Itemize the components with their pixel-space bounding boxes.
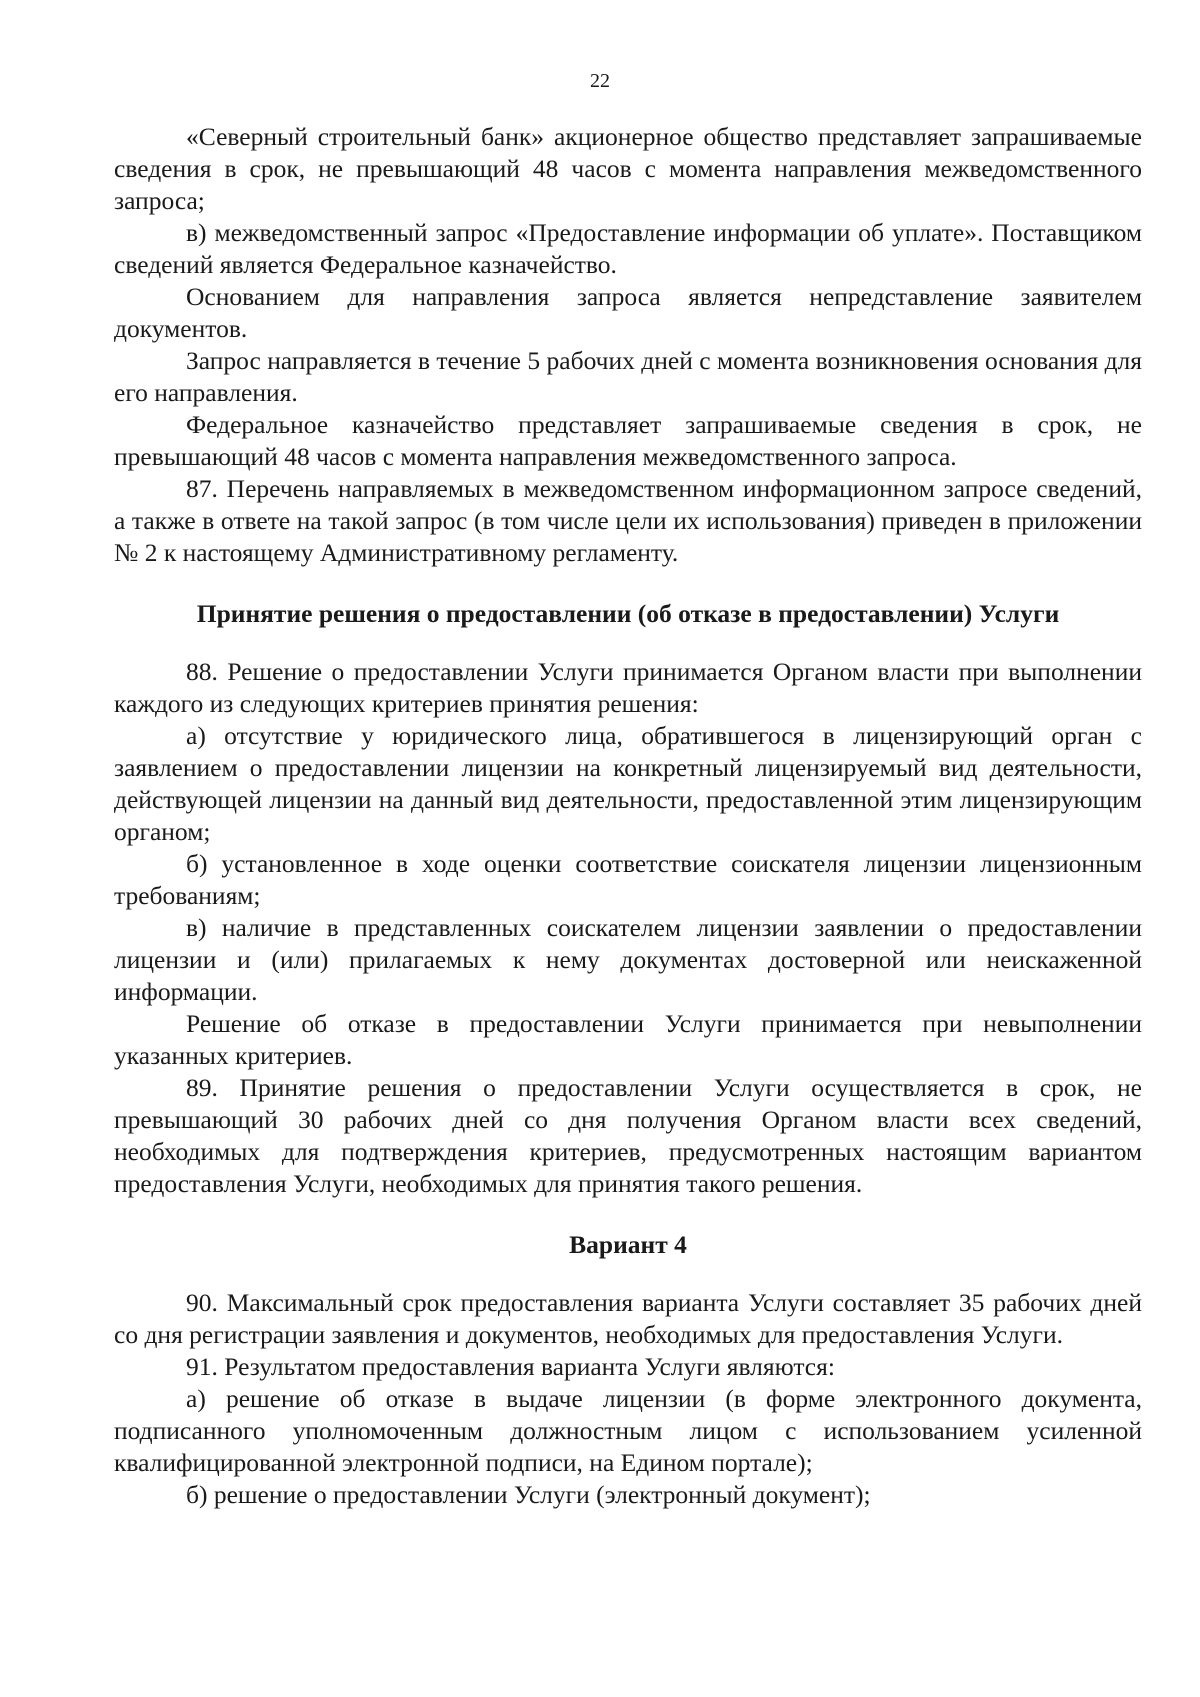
paragraph: 90. Максимальный срок предоставления варианта Услуги составляет 35 рабочих дней со дня регистрации заявления и документов, необходимых для предоставления Услуги. [114,1288,1142,1349]
paragraph: а) отсутствие у юридического лица, обратившегося в лицензирующий орган с заявлением о предоставлении лицензии на конкретный лицензируемый вид деятельности, действующей лицензии на данный вид деятельности, предоставленной этим лицензирующим органом; [114,721,1142,846]
section-heading: Вариант 4 [569,1230,687,1259]
paragraph: 91. Результатом предоставления варианта Услуги являются: [186,1352,835,1381]
page-number: 22 [590,70,610,92]
paragraph: в) наличие в представленных соискателем лицензии заявлении о предоставлении лицензии и (или) прилагаемых к нему документах достоверной или неискаженной информации. [114,913,1142,1006]
paragraph: б) установленное в ходе оценки соответствие соискателя лицензии лицензионным требованиям; [114,849,1142,910]
paragraph: 87. Перечень направляемых в межведомственном информационном запросе сведений, а также в ответе на такой запрос (в том числе цели их использования) приведен в приложении № 2 к настоящему Административному регламенту. [114,474,1142,567]
paragraph: 88. Решение о предоставлении Услуги принимается Органом власти при выполнении каждого из следующих критериев принятия решения: [114,657,1142,718]
paragraph: «Северный строительный банк» акционерное общество представляет запрашиваемые сведения в срок, не превышающий 48 часов с момента направления межведомственного запроса; [114,122,1142,215]
paragraph: Федеральное казначейство представляет запрашиваемые сведения в срок, не превышающий 48 часов с момента направления межведомственного запроса. [114,410,1142,471]
paragraph: в) межведомственный запрос «Предоставление информации об уплате». Поставщиком сведений является Федеральное казначейство. [114,218,1142,279]
paragraph: Запрос направляется в течение 5 рабочих дней с момента возникновения основания для его направления. [114,346,1142,407]
paragraph: б) решение о предоставлении Услуги (электронный документ); [186,1480,871,1509]
paragraph: Основанием для направления запроса является непредставление заявителем документов. [114,282,1142,343]
document-body [114,121,1142,1511]
paragraph: а) решение об отказе в выдаче лицензии (в форме электронного документа, подписанного уполномоченным должностным лицом с использованием усиленной квалифицированной электронной подписи, на Едином портале); [114,1384,1142,1477]
paragraph: 89. Принятие решения о предоставлении Услуги осуществляется в срок, не превышающий 30 рабочих дней со дня получения Органом власти всех сведений, необходимых для подтверждения критериев, предусмотренных настоящим вариантом предоставления Услуги, необходимых для принятия такого решения. [114,1073,1142,1198]
paragraph: Решение об отказе в предоставлении Услуги принимается при невыполнении указанных критериев. [114,1009,1142,1070]
section-heading: Принятие решения о предоставлении (об отказе в предоставлении) Услуги [196,599,1060,628]
